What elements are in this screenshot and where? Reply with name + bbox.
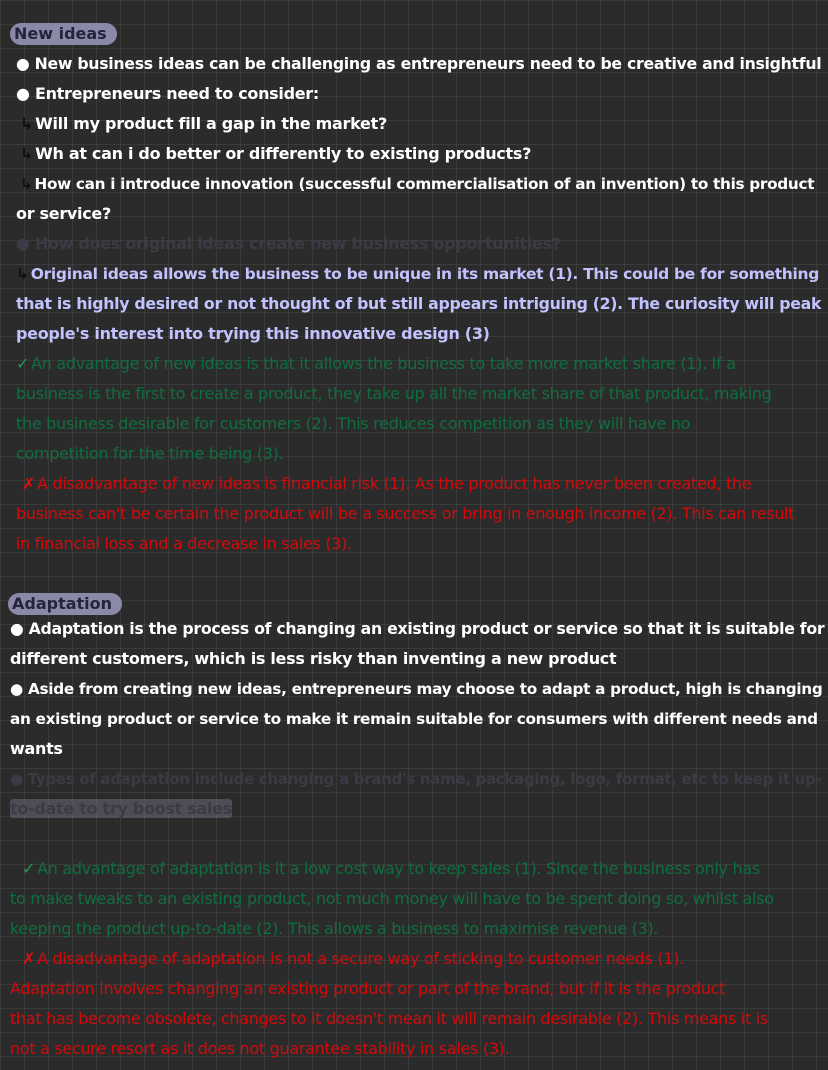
bullet-icon: ● <box>16 54 35 73</box>
heading-adaptation: Adaptation <box>8 593 122 615</box>
bullet-item <box>10 619 824 639</box>
advantage-text: An advantage of adaptation is it a low cost way to keep sales (1). Since the business only has <box>37 859 760 878</box>
bullet-continuation: different customers, which is less risky than inventing a new product <box>10 649 617 668</box>
bullet-continuation: wants <box>10 739 63 758</box>
bullet-item <box>10 679 822 699</box>
bullet-continuation: an existing product or service to make it remain suitable for consumers with different needs and <box>10 710 818 728</box>
bullet-icon: ● <box>10 680 29 698</box>
bullet-icon: ● <box>10 770 28 788</box>
advantage-line: competition for the time being (3). <box>16 444 284 463</box>
arrow-icon: ↳ <box>16 265 29 283</box>
cross-icon: ✗ <box>22 949 36 968</box>
advantage-line: keeping the product up-to-date (2). This allows a business to maximise revenue (3). <box>10 919 659 938</box>
question-item <box>20 114 387 134</box>
bullet-icon: ● <box>16 84 35 103</box>
answer-line: people's interest into trying this innovative design (3) <box>16 324 490 343</box>
arrow-icon: ↳ <box>20 114 34 133</box>
disadvantage-line: in financial loss and a decrease in sales (3). <box>16 534 352 553</box>
check-icon: ✓ <box>22 859 36 878</box>
bullet-icon: ● <box>10 619 29 638</box>
faded-bullet-continuation <box>10 799 232 819</box>
check-icon: ✓ <box>16 354 30 373</box>
advantage-line <box>22 859 760 879</box>
advantage-line: to make tweaks to an existing product, not much money will have to be spent doing so, whilst also <box>10 889 774 908</box>
disadvantage-line <box>22 949 684 969</box>
disadvantage-line: not a secure resort as it does not guarantee stability in sales (3). <box>10 1039 510 1058</box>
highlighted-text: to-date to try boost sales <box>10 799 232 818</box>
answer-text: Original ideas allows the business to be unique in its market (1). This could be for something <box>30 265 820 283</box>
bullet-text: New business ideas can be challenging as entrepreneurs need to be creative and insightful <box>34 54 822 73</box>
disadvantage-text: A disadvantage of adaptation is not a secure way of sticking to customer needs (1). <box>37 949 684 968</box>
bullet-text: Entrepreneurs need to consider: <box>34 84 319 103</box>
faded-question <box>16 234 561 254</box>
disadvantage-line: Adaptation involves changing an existing product or part of the brand, but if it is the product <box>10 979 726 998</box>
disadvantage-line <box>22 474 751 494</box>
advantage-line <box>16 354 736 374</box>
disadvantage-text: A disadvantage of new ideas is financial risk (1). As the product has never been created, the <box>37 474 752 493</box>
disadvantage-line: business can't be certain the product will be a success or bring in enough income (2). This can result <box>16 504 795 523</box>
advantage-line: the business desirable for customers (2). This reduces competition as they will have no <box>16 414 691 433</box>
bullet-text: Aside from creating new ideas, entrepreneurs may choose to adapt a product, high is changing <box>28 680 823 698</box>
question-text: Will my product fill a gap in the market? <box>35 114 387 133</box>
answer-line <box>16 264 819 284</box>
answer-line: that is highly desired or not thought of but still appears intriguing (2). The curiosity will peak <box>16 294 822 313</box>
bullet-text: Adaptation is the process of changing an existing product or service so that it is suitable for <box>28 619 825 638</box>
question-item <box>20 174 814 194</box>
faded-question-text: How does original ideas create new business opportunities? <box>34 234 561 253</box>
advantage-line: business is the first to create a product, they take up all the market share of that product, making <box>16 384 772 403</box>
question-item <box>20 144 531 164</box>
bullet-icon: ● <box>16 234 35 253</box>
disadvantage-line: that has become obsolete, changes to it doesn't mean it will remain desirable (2). This means it is <box>10 1009 768 1028</box>
bullet-item <box>16 54 821 74</box>
arrow-icon: ↳ <box>20 144 34 163</box>
bullet-item <box>16 84 319 104</box>
question-continuation: or service? <box>16 204 111 223</box>
arrow-icon: ↳ <box>20 175 33 193</box>
question-text: Wh at can i do better or differently to existing products? <box>35 144 532 163</box>
faded-bullet-text: Types of adaptation include changing a brand's name, packaging, logo, format, etc to keep it up- <box>27 770 822 788</box>
advantage-text: An advantage of new ideas is that it allows the business to take more market share (1). If a <box>31 354 736 373</box>
heading-new-ideas: New ideas <box>10 23 117 45</box>
cross-icon: ✗ <box>22 474 36 493</box>
question-text: How can i introduce innovation (successful commercialisation of an invention) to this product <box>34 175 815 193</box>
faded-bullet <box>10 769 821 789</box>
